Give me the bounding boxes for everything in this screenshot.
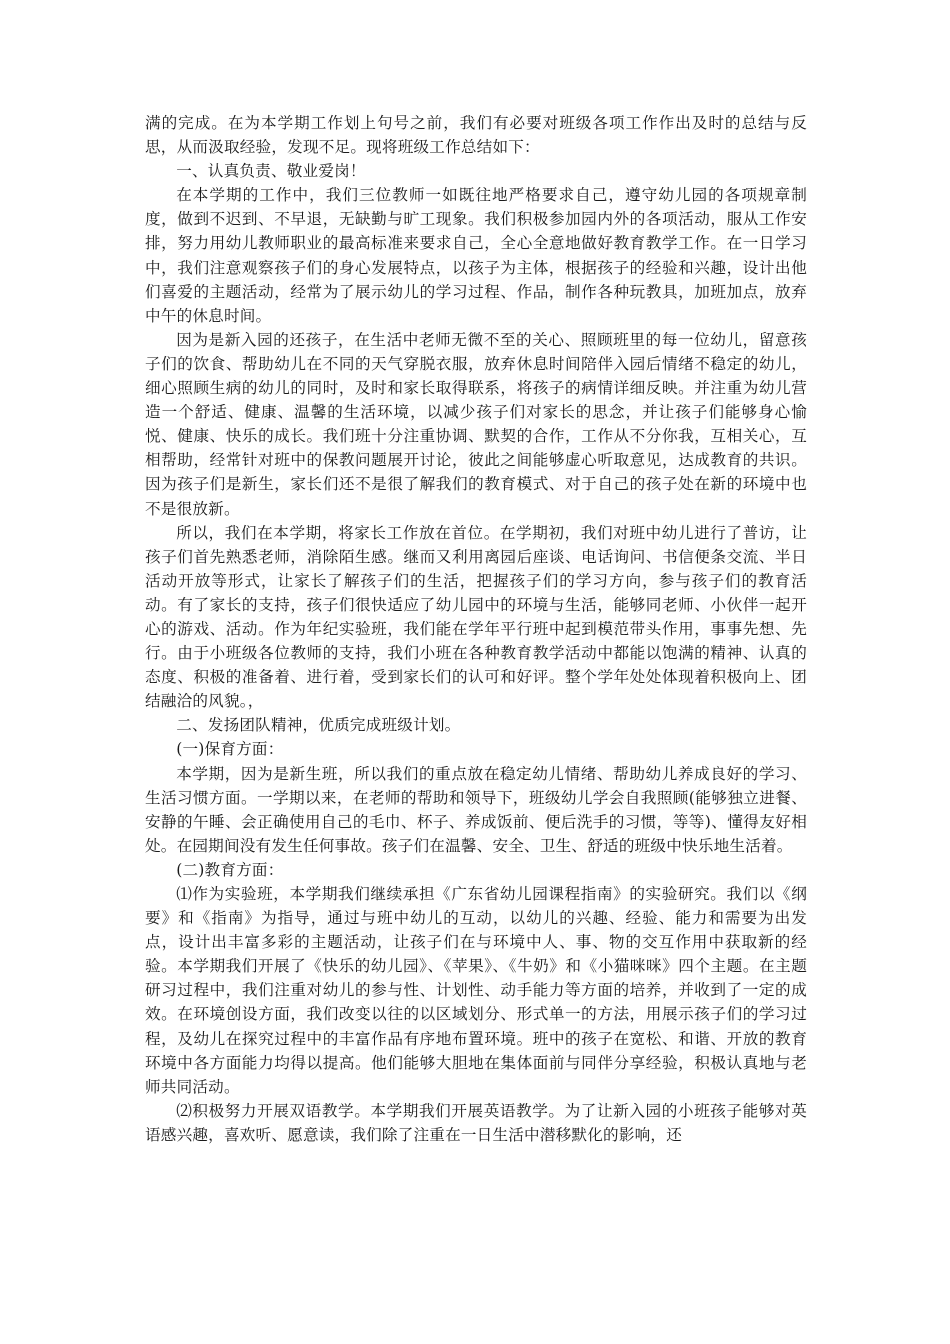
paragraph: 所以，我们在本学期，将家长工作放在首位。在学期初，我们对班中幼儿进行了普访，让孩子们首先熟悉老师，消除陌生感。继而又利用离园后座谈、电话询问、书信便条交流、半日活动开放等形式，让家长了解孩子们的生活，把握孩子们的学习方向，参与孩子们的教育活动。有了家长的支持，孩子们很快适应了幼儿园中的环境与生活，能够同老师、小伙伴一起开心的游戏、活动。作为年纪实验班，我们能在学年平行班中起到模范带头作用，事事先想、先行。由于小班级各位教师的支持，我们小班在各种教育教学活动中都能以饱满的精神、认真的态度、积极的准备着、进行着，受到家长们的认可和好评。整个学年处处体现着积极向上、团结融洽的风貌。， (145, 523, 807, 711)
paragraph: ⑴作为实验班，本学期我们继续承担《广东省幼儿园课程指南》的实验研究。我们以《纲要》和《指南》为指导，通过与班中幼儿的互动，以幼儿的兴趣、经验、能力和需要为出发点，设计出丰富多彩的主题活动，让孩子们在与环境中人、事、物的交互作用中获取新的经验。本学期我们开展了《快乐的幼儿园》、《苹果》、《牛奶》和《小猫咪咪》四个主题。在主题研习过程中，我们注重对幼儿的参与性、计划性、动手能力等方面的培养，并收到了一定的成效。在环境创设方面，我们改变以往的以区域划分、形式单一的方法，用展示孩子们的学习过程，及幼儿在探究过程中的丰富作品有序地布置环境。班中的孩子在宽松、和谐、开放的教育环境中各方面能力均得以提高。他们能够大胆地在集体面前与同伴分享经验，积极认真地与老师共同活动。 (145, 885, 807, 1096)
paragraph: ⑵积极努力开展双语教学。本学期我们开展英语教学。为了让新入园的小班孩子能够对英语感兴趣，喜欢听、愿意读，我们除了注重在一日生活中潜移默化的影响，还 (145, 1101, 807, 1144)
subsection-heading-care: (一)保育方面： (176, 740, 284, 759)
paragraph: 在本学期的工作中，我们三位教师一如既往地严格要求自己，遵守幼儿园的各项规章制度，做到不迟到、不早退，无缺勤与旷工现象。我们积极参加园内外的各项活动，服从工作安排，努力用幼儿教师职业的最高标准来要求自己，全心全意地做好教育教学工作。在一日学习中，我们注意观察孩子们的身心发展特点，以孩子为主体，根据孩子的经验和兴趣，设计出他们喜爱的主题活动，经常为了展示幼儿的学习过程、作品，制作各种玩教具，加班加点，放弃中午的休息时间。 (145, 186, 807, 325)
subsection-heading-education: (二)教育方面： (176, 860, 284, 879)
paragraph: 本学期，因为是新生班，所以我们的重点放在稳定幼儿情绪、帮助幼儿养成良好的学习、生活习惯方面。一学期以来，在老师的帮助和领导下，班级幼儿学会自我照顾(能够独立进餐、安静的午睡、会正确使用自己的毛巾、杯子、养成饭前、便后洗手的习惯，等等)、懂得友好相处。在园期间没有发生任何事故。孩子们在温馨、安全、卫生、舒适的班级中快乐地生活着。 (145, 764, 807, 855)
paragraph-continuation: 满的完成。在为本学期工作划上句号之前，我们有必要对班级各项工作作出及时的总结与反思，从而汲取经验，发现不足。现将班级工作总结如下： (145, 114, 807, 157)
document-body (145, 111, 807, 1147)
section-heading-1: 一、认真负责、敬业爱岗！ (176, 162, 366, 181)
paragraph: 因为是新入园的还孩子，在生活中老师无微不至的关心、照顾班里的每一位幼儿，留意孩子们的饮食、帮助幼儿在不同的天气穿脱衣服，放弃休息时间陪伴入园后情绪不稳定的幼儿，细心照顾生病的幼儿的同时，及时和家长取得联系，将孩子的病情详细反映。并注重为幼儿营造一个舒适、健康、温馨的生活环境，以减少孩子们对家长的思念，并让孩子们能够身心愉悦、健康、快乐的成长。我们班十分注重协调、默契的合作，工作从不分你我，互相关心，互相帮助，经常针对班中的保教问题展开讨论，彼此之间能够虚心听取意见，达成教育的共识。因为孩子们是新生，家长们还不是很了解我们的教育模式、对于自己的孩子处在新的环境中也不是很放新。 (145, 330, 807, 518)
section-heading-2: 二、发扬团队精神，优质完成班级计划。 (176, 716, 461, 735)
